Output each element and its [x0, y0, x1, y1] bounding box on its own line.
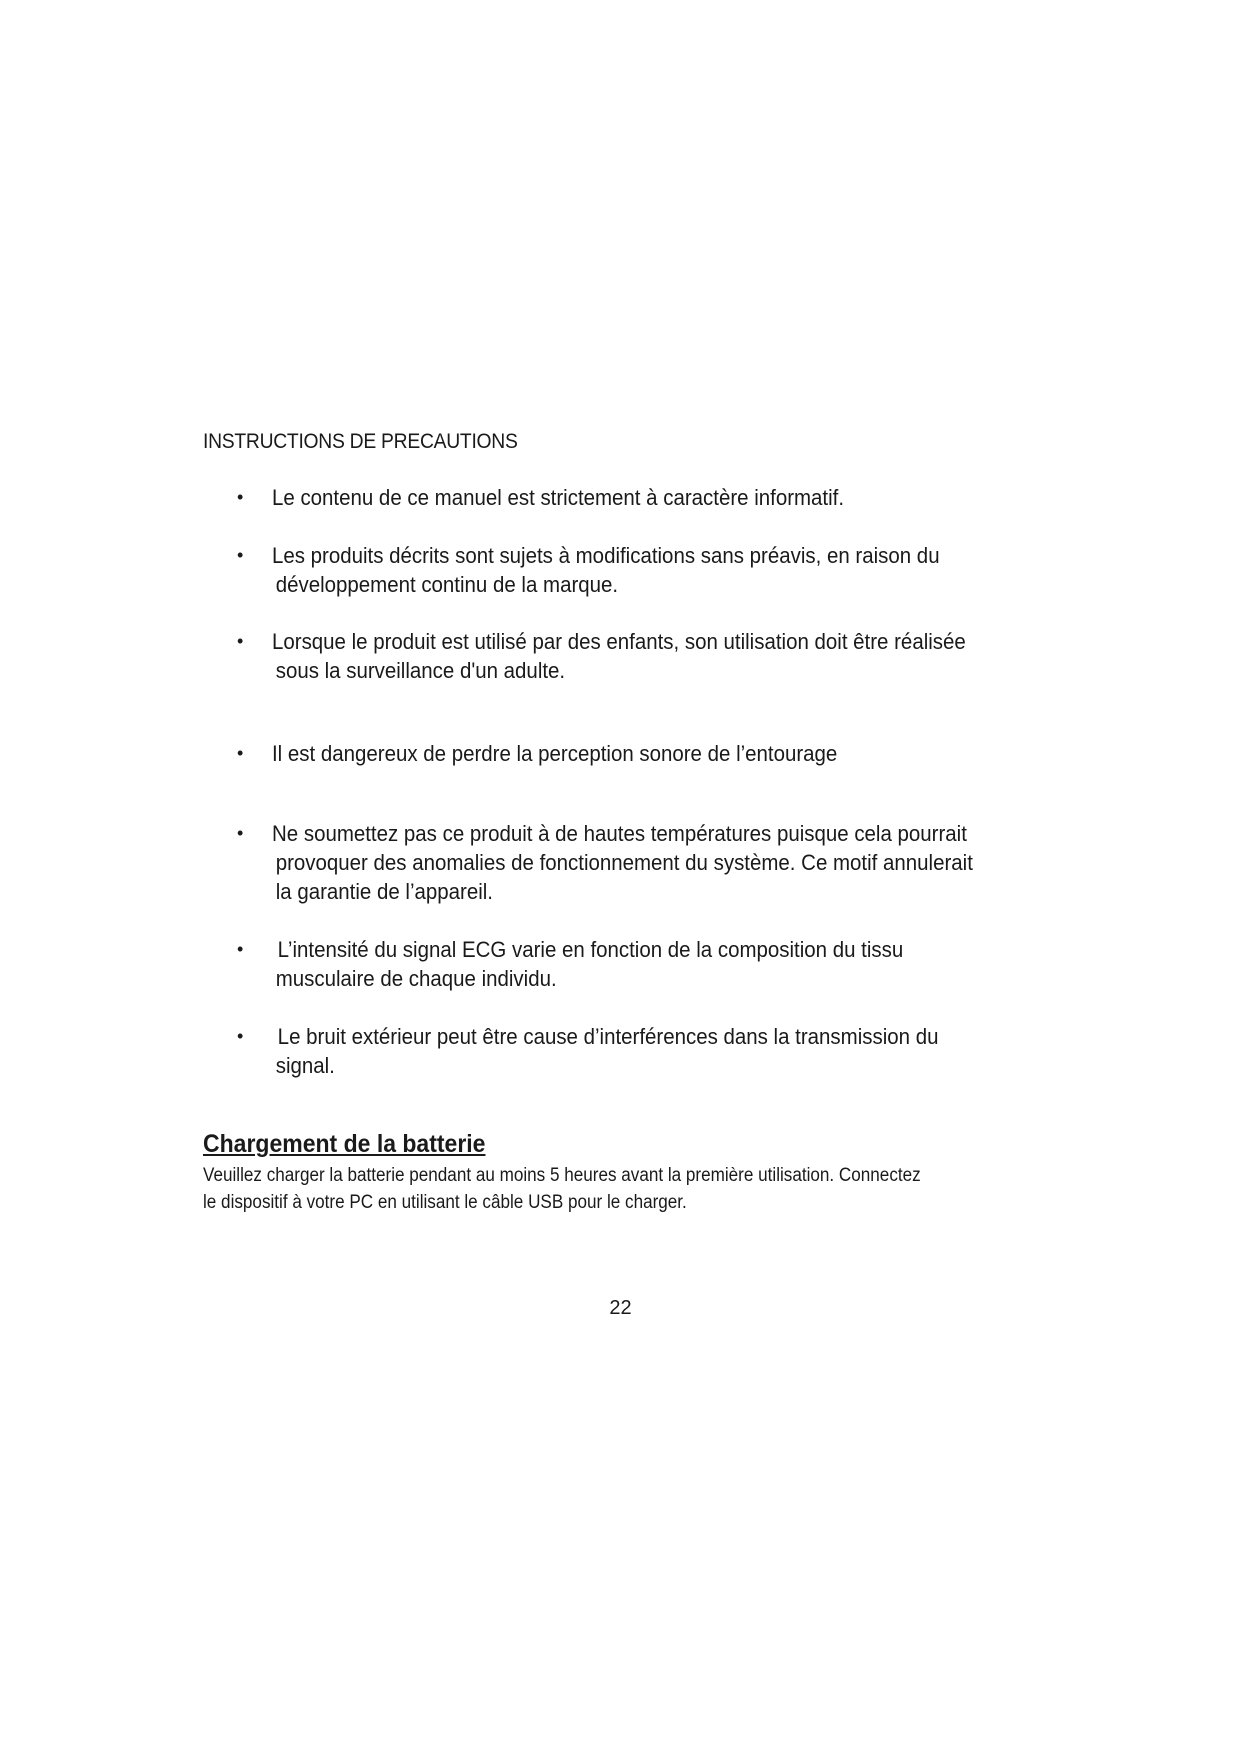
precaution-line: signal.: [275, 1053, 335, 1078]
bullet-icon: •: [237, 743, 244, 763]
precaution-line: la garantie de l’appareil.: [275, 879, 493, 904]
precaution-line: L’intensité du signal ECG varie en fonction de la composition du tissu: [272, 937, 904, 962]
precaution-item: [237, 819, 1057, 906]
precautions-title: INSTRUCTIONS DE PRECAUTIONS: [203, 430, 518, 453]
precaution-line: Il est dangereux de perdre la perception sonore de l’entourage: [272, 741, 838, 766]
precaution-line: développement continu de la marque.: [275, 572, 619, 597]
precaution-line: Le contenu de ce manuel est strictement à caractère informatif.: [272, 485, 845, 510]
precaution-line: Lorsque le produit est utilisé par des enfants, son utilisation doit être réalisée: [272, 629, 966, 654]
precaution-item: [237, 483, 1057, 512]
bullet-icon: •: [237, 631, 244, 651]
bullet-icon: •: [237, 939, 244, 959]
bullet-icon: •: [237, 823, 244, 843]
battery-paragraph: [203, 1162, 1058, 1216]
bullet-icon: •: [237, 487, 244, 507]
precaution-line: musculaire de chaque individu.: [275, 966, 557, 991]
precaution-item: [237, 627, 1057, 685]
precaution-line: Le bruit extérieur peut être cause d’interférences dans la transmission du: [272, 1024, 939, 1049]
precaution-line: Ne soumettez pas ce produit à de hautes températures puisque cela pourrait: [272, 821, 967, 846]
battery-line: Veuillez charger la batterie pendant au moins 5 heures avant la première utilisation. Connectez: [203, 1165, 921, 1186]
precaution-line: Les produits décrits sont sujets à modifications sans préavis, en raison du: [272, 543, 940, 568]
precaution-line: provoquer des anomalies de fonctionnement du système. Ce motif annulerait: [275, 850, 973, 875]
battery-heading: Chargement de la batterie: [203, 1130, 486, 1158]
precaution-line: sous la surveillance d'un adulte.: [275, 658, 566, 683]
precaution-item: [237, 739, 1057, 768]
bullet-icon: •: [237, 545, 244, 565]
precaution-item: [237, 935, 1057, 993]
page-number: 22: [609, 1297, 632, 1319]
battery-line: le dispositif à votre PC en utilisant le câble USB pour le charger.: [203, 1192, 687, 1213]
bullet-icon: •: [237, 1026, 244, 1046]
precaution-item: [237, 541, 1057, 599]
precaution-item: [237, 1022, 1057, 1080]
